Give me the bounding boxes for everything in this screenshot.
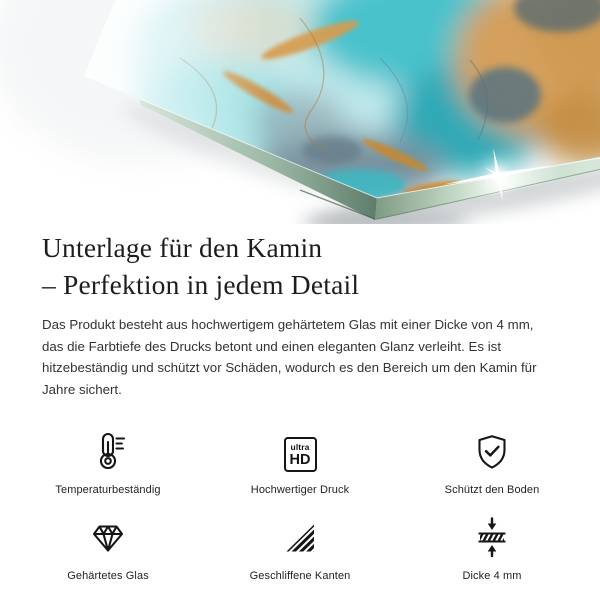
product-description: Das Produkt besteht aus hochwertigem gehärtetem Glas mit einer Dicke von 4 mm, das die Farbtiefe des Drucks betont und einen eleganten Glanz verleiht. Es ist hitzebeständig und schützt vor Schäden, wodurch es den Bereich um den Kamin für Jahre sichert. [42, 317, 537, 397]
page-title [42, 229, 558, 303]
ultra-hd-icon-text-top: ultra [290, 442, 310, 453]
diamond-icon [88, 512, 128, 558]
thickness-icon [472, 512, 512, 558]
feature-label: Geschliffene Kanten [249, 570, 351, 583]
feature-item-polished-edges [204, 512, 396, 582]
thermometer-icon [88, 426, 128, 472]
feature-label: Hochwertiger Druck [250, 484, 350, 497]
feature-item-print-quality [204, 426, 396, 496]
feature-label: Temperaturbeständig [55, 484, 161, 497]
feature-item-temperature [12, 426, 204, 496]
feature-item-thickness [396, 512, 588, 582]
feature-item-tempered-glass [12, 512, 204, 582]
page-title-line1: Unterlage für den Kamin [42, 232, 323, 263]
product-image [0, 0, 600, 224]
feature-label: Dicke 4 mm [462, 570, 522, 583]
product-text-block [0, 229, 600, 400]
feature-label: Schützt den Boden [444, 484, 540, 497]
feature-grid [12, 426, 588, 582]
ultra-hd-icon [284, 426, 317, 472]
shield-check-icon [472, 426, 512, 472]
feature-item-floor-protection [396, 426, 588, 496]
feature-label: Gehärtetes Glas [67, 570, 149, 583]
polished-edges-icon [280, 512, 320, 558]
ultra-hd-icon-text-bottom: HD [289, 451, 311, 468]
page-title-line2: – Perfektion in jedem Detail [42, 269, 360, 300]
